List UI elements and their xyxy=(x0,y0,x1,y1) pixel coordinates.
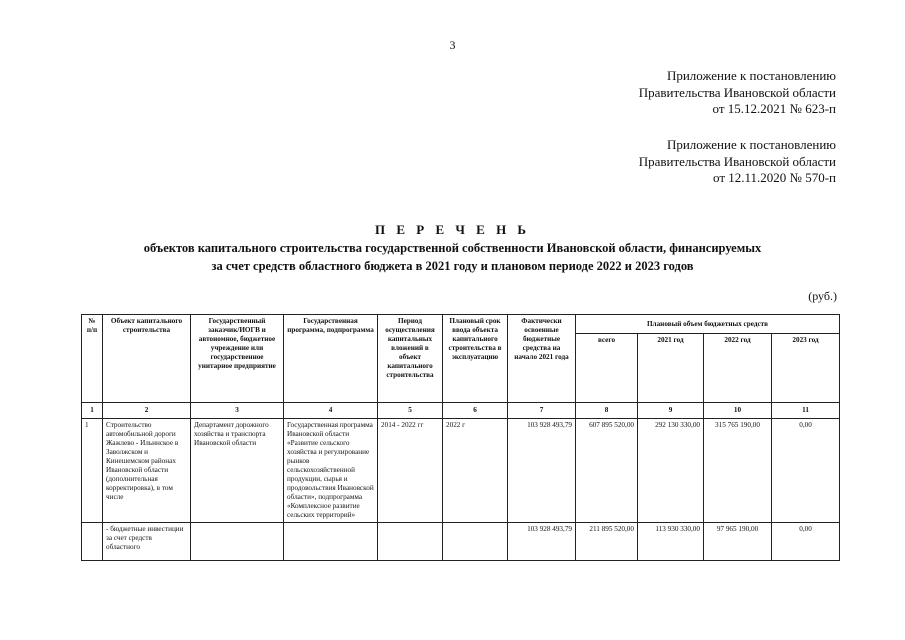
column-number: 7 xyxy=(508,403,576,419)
column-number: 6 xyxy=(443,403,508,419)
appendix-line: от 12.11.2020 № 570-п xyxy=(713,170,836,185)
appendix-line: Приложение к постановлению xyxy=(666,137,836,152)
document-title xyxy=(40,221,865,275)
cell-total: 211 895 520,00 xyxy=(576,523,638,561)
currency-unit: (руб.) xyxy=(808,289,837,303)
cell-total: 607 895 520,00 xyxy=(576,419,638,523)
header-2022: 2022 год xyxy=(704,334,772,403)
cell-object: Строительство автомобильной дороги Жажлево - Ильинское в Заволжском и Кинешемском районах Ивановской области (дополнительная корректировка), в том числе xyxy=(103,419,191,523)
header-customer: Государственный заказчик/ИОГВ и автономное, бюджетное учреждение или государственное унитарное предприятие xyxy=(191,315,284,403)
table-row xyxy=(82,419,840,523)
cell-actual: 103 928 493,79 xyxy=(508,523,576,561)
appendix-note-previous xyxy=(639,137,836,187)
header-deadline: Плановый срок ввода объекта капитального строительства в эксплуатацию xyxy=(443,315,508,403)
title-line: за счет средств областного бюджета в 2021 году и плановом периоде 2022 и 2023 годов xyxy=(211,259,694,273)
column-number: 4 xyxy=(284,403,378,419)
table-row xyxy=(82,523,840,561)
header-2021: 2021 год xyxy=(638,334,704,403)
appendix-line: от 15.12.2021 № 623-п xyxy=(712,101,836,116)
column-number: 3 xyxy=(191,403,284,419)
cell-2022: 315 765 190,00 xyxy=(704,419,772,523)
cell-2021: 292 130 330,00 xyxy=(638,419,704,523)
header-actual: Фактически освоенные бюджетные средства на начало 2021 года xyxy=(508,315,576,403)
header-total: всего xyxy=(576,334,638,403)
cell-2023: 0,00 xyxy=(772,523,840,561)
cell-customer: Департамент дорожного хозяйства и транспорта Ивановской области xyxy=(191,419,284,523)
header-num: № п/п xyxy=(82,315,103,403)
header-planned: Плановый объем бюджетных средств xyxy=(576,315,840,334)
column-number: 1 xyxy=(82,403,103,419)
cell-2021: 113 930 330,00 xyxy=(638,523,704,561)
column-number: 2 xyxy=(103,403,191,419)
appendix-line: Приложение к постановлению xyxy=(666,68,836,83)
cell-actual: 103 928 493,79 xyxy=(508,419,576,523)
header-program: Государственная программа, подпрограмма xyxy=(284,315,378,403)
cell-2023: 0,00 xyxy=(772,419,840,523)
column-number: 5 xyxy=(378,403,443,419)
page-number: 3 xyxy=(449,38,456,52)
header-object: Объект капитального строительства xyxy=(103,315,191,403)
cell-num: 1 xyxy=(82,419,103,523)
title-line: объектов капитального строительства государственной собственности Ивановской области, финансируемых xyxy=(143,241,762,255)
appendix-note-current xyxy=(639,68,836,118)
cell-object-sub: - бюджетные инвестиции за счет средств областного xyxy=(103,523,191,561)
cell-deadline: 2022 г xyxy=(443,419,508,523)
header-period: Период осуществления капитальных вложений в объект капитального строительства xyxy=(378,315,443,403)
appendix-line: Правительства Ивановской области xyxy=(638,153,836,169)
cell-2022: 97 965 190,00 xyxy=(704,523,772,561)
objects-table xyxy=(81,314,840,561)
appendix-line: Правительства Ивановской области xyxy=(638,84,836,100)
column-number: 11 xyxy=(772,403,840,419)
title-heading: П Е Р Е Ч Е Н Ь xyxy=(374,222,531,237)
column-number: 8 xyxy=(576,403,638,419)
column-number: 9 xyxy=(638,403,704,419)
header-2023: 2023 год xyxy=(772,334,840,403)
column-number: 10 xyxy=(704,403,772,419)
cell-program: Государственная программа Ивановской области «Развитие сельского хозяйства и регулирование рынков сельскохозяйственной продукции, сырья и продовольствия Ивановской области», подпрограмма «Комплексное развитие сельских территорий» xyxy=(284,419,378,523)
cell-period: 2014 - 2022 гг xyxy=(378,419,443,523)
